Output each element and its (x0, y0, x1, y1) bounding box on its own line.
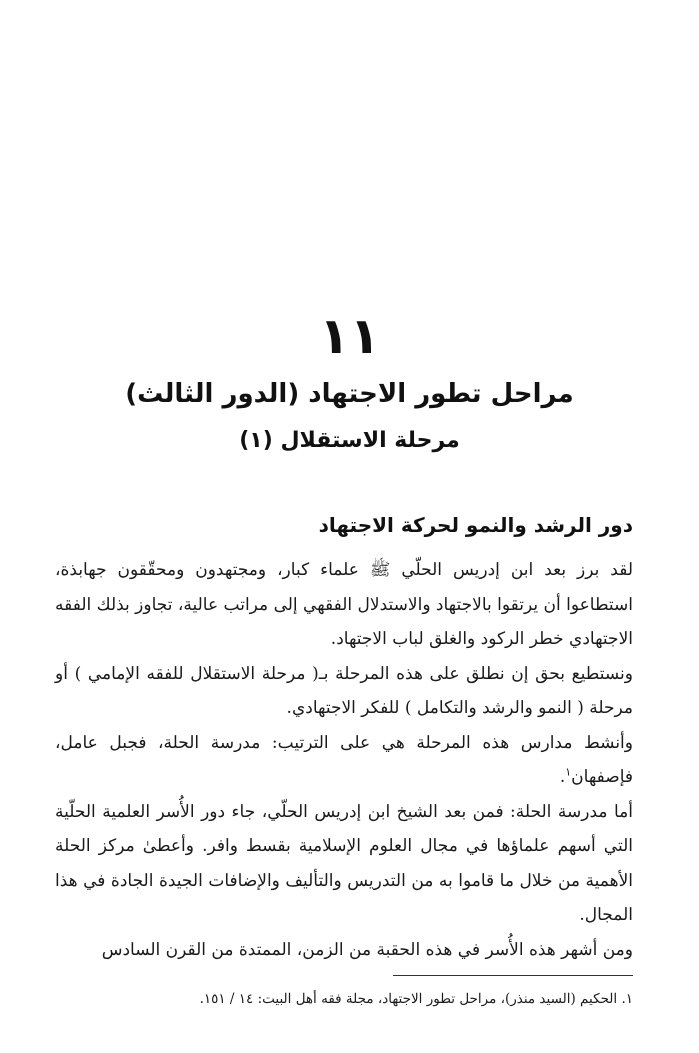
footnote: ١. الحكيم (السيد منذر)، مراحل تطور الاجتهاد، مجلة فقه أهل البيت: ١٤ / ١٥١. (199, 991, 633, 1007)
paragraph-3: وأنشط مدارس هذه المرحلة هي على الترتيب: مدرسة الحلة، فجبل عامل، فإصفهان$^١$. (55, 732, 633, 787)
footnote-reference: ١ (565, 765, 572, 779)
chapter-title: مراحل تطور الاجتهاد (الدور الثالث) (125, 379, 574, 409)
paragraph-5: ومن أشهر هذه الأُسر في هذه الحقبة من الزمن، الممتدة من القرن السادس (101, 939, 633, 960)
paragraph-3-text: وأنشط مدارس هذه المرحلة هي على الترتيب: مدرسة الحلة، فجبل عامل، فإصفهان (55, 732, 633, 787)
chapter-subtitle: مرحلة الاستقلال (١) (239, 428, 460, 453)
footnote-divider (393, 975, 633, 976)
chapter-number: ١١ (318, 307, 381, 365)
paragraph-1: لقد برز بعد ابن إدريس الحلّي ﷺ علماء كبار، ومجتهدون ومحقّقون جهابذة، استطاعوا أن يرتقوا بالاجتهاد والاستدلال الفقهي إلى مراتب عالية، تجاوز بذلك الفقه الاجتهادي خطر الركود والغلق لباب الاجتهاد. (55, 560, 633, 649)
section-heading: دور الرشد والنمو لحركة الاجتهاد (318, 513, 633, 537)
paragraph-2: ونستطيع بحق إن نطلق على هذه المرحلة بـ( مرحلة الاستقلال للفقه الإمامي ) أو مرحلة ( النمو والرشد والتكامل ) للفكر الاجتهادي. (55, 663, 633, 718)
paragraph-4: أما مدرسة الحلة: فمن بعد الشيخ ابن إدريس الحلّي، جاء دور الأُسر العلمية الحلّية التي أسهم علماؤها في مجال العلوم الإسلامية بقسط وافر. وأعطىٰ مركز الحلة الأهمية من خلال ما قاموا به من التدريس والتأليف والإضافات الجيدة الجادة في هذا المجال. (55, 801, 633, 925)
body-text (55, 553, 633, 967)
